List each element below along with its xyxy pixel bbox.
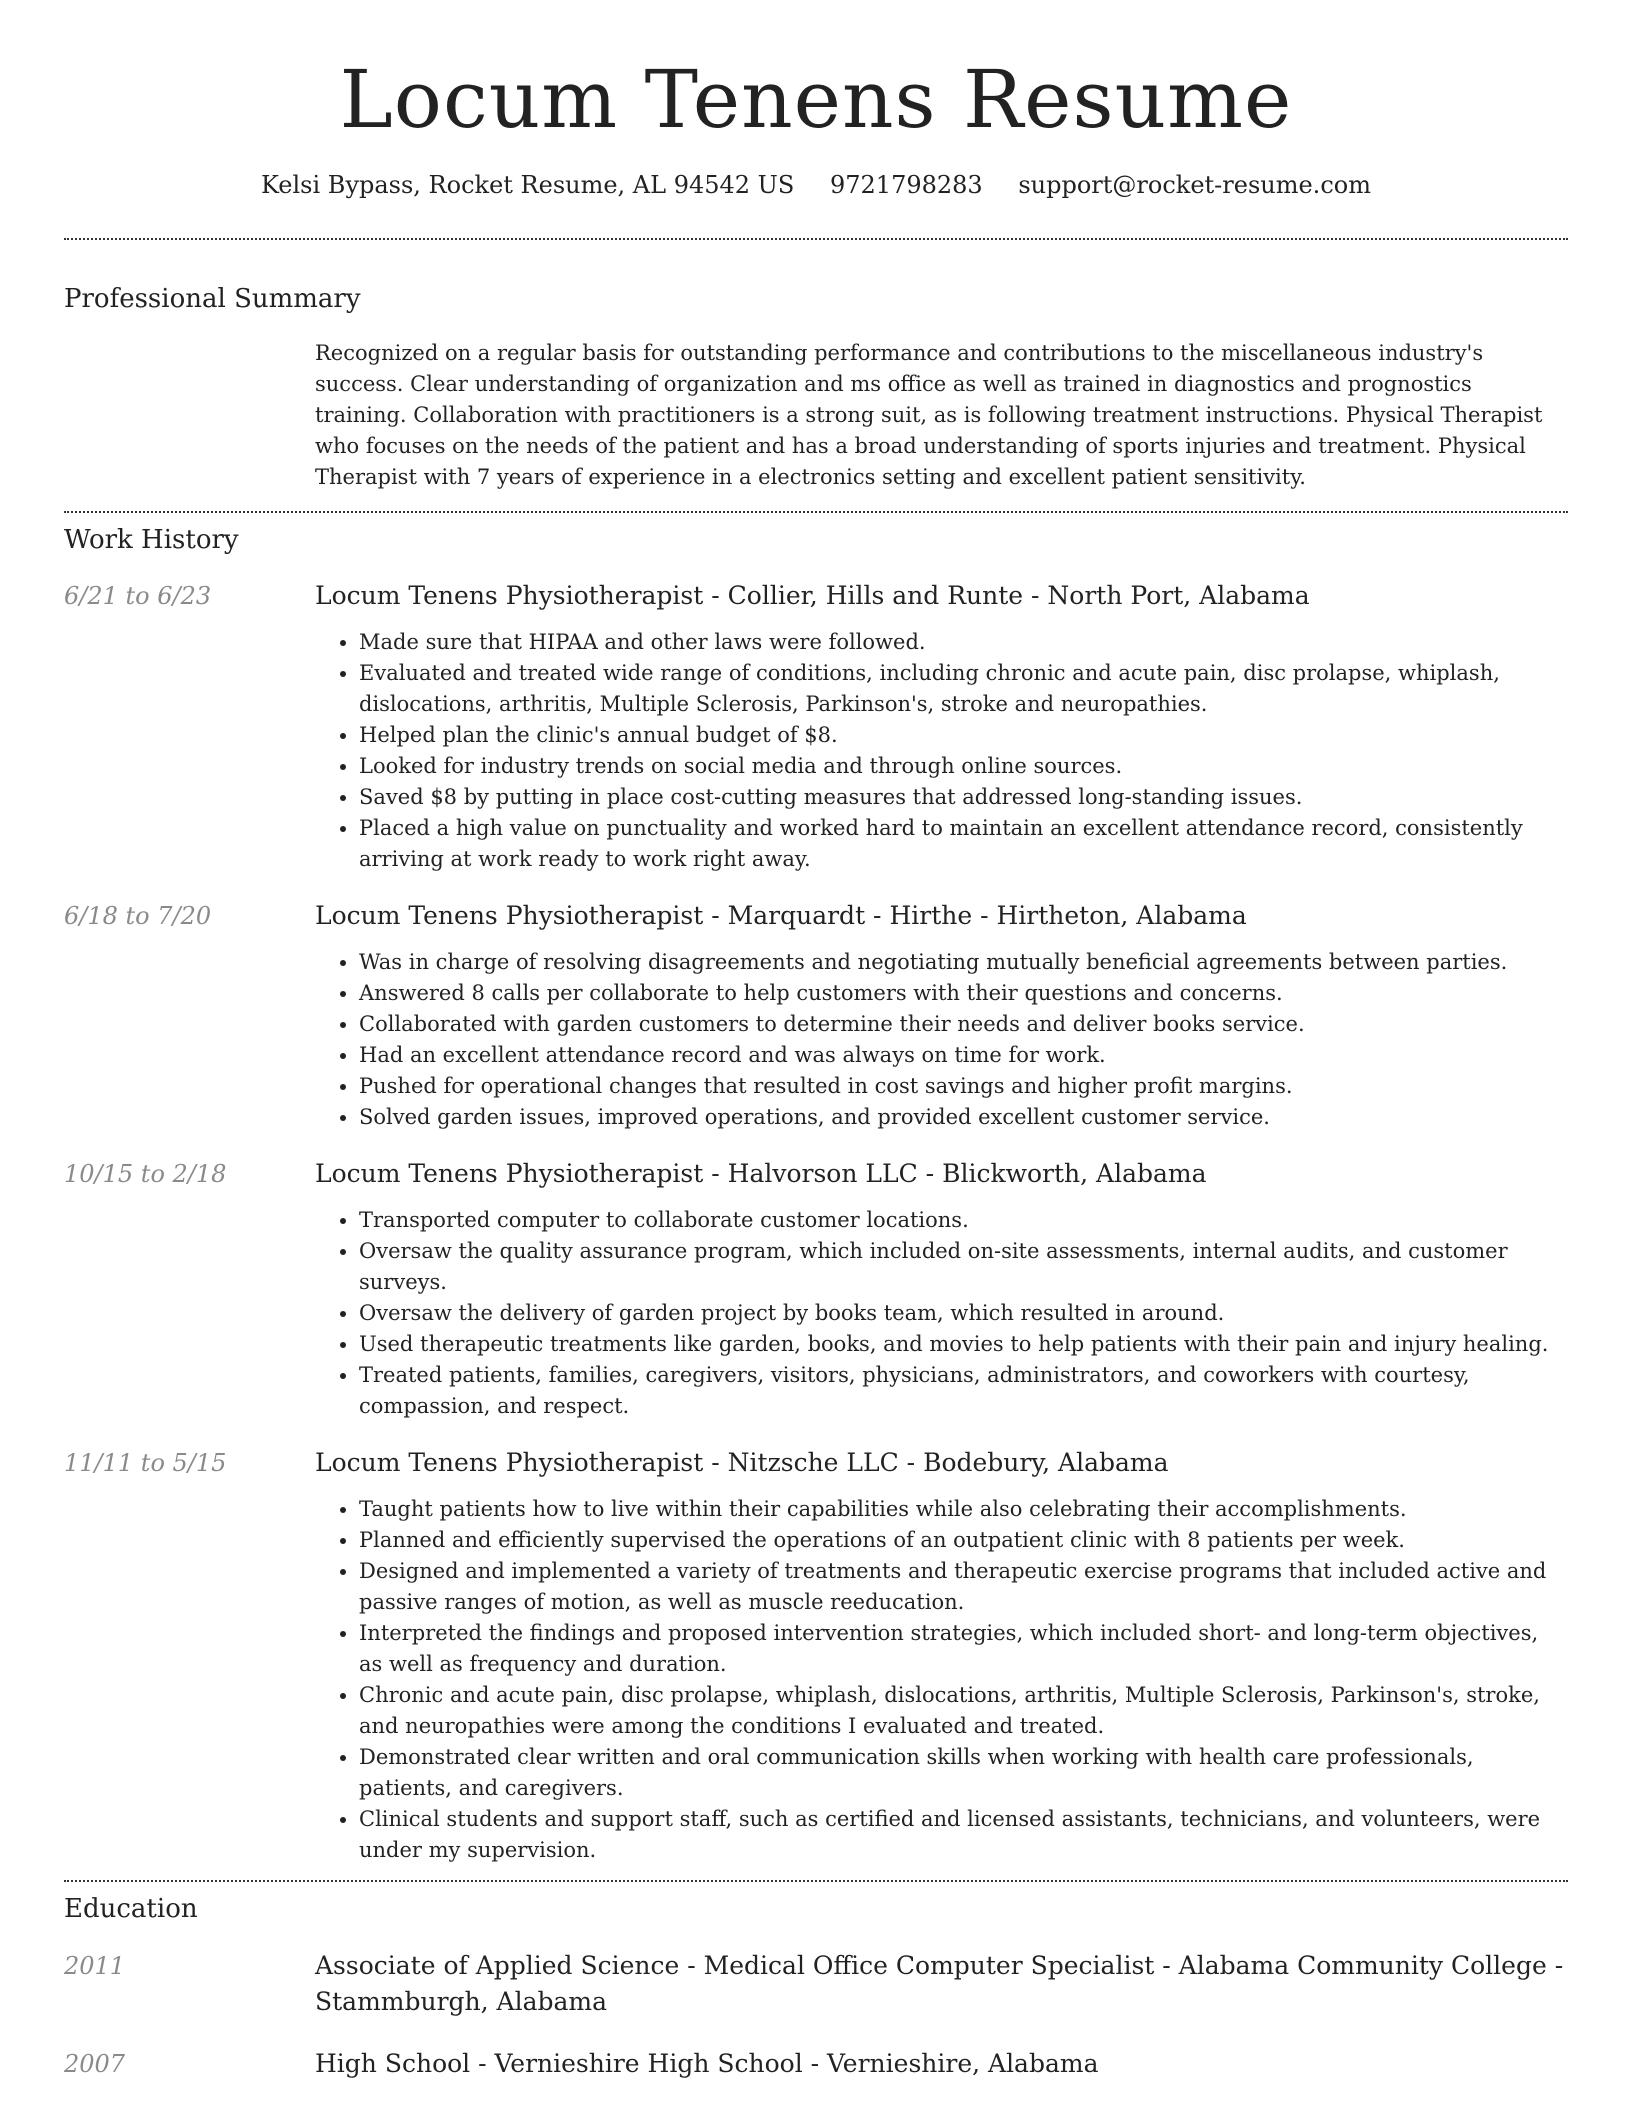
job-dates: 6/18 to 7/20 (64, 902, 212, 930)
job-bullet: • Transported computer to collaborate customer locations. (359, 1205, 1568, 1236)
summary-section (64, 240, 1568, 493)
education-text: Associate of Applied Science - Medical Office Computer Specialist - Alabama Community College - Stammburgh, Alabama (315, 1951, 1564, 2016)
contact-email: support@rocket-resume.com (1018, 171, 1371, 199)
job-bullet: • Placed a high value on punctuality and worked hard to maintain an excellent attendance record, consistently arriving at work ready to work right away. (359, 813, 1568, 875)
contact-line (64, 168, 1568, 202)
education-entry (64, 1948, 1568, 2020)
contact-phone: 9721798283 (830, 171, 983, 199)
job-bullet: • Taught patients how to live within their capabilities while also celebrating their accomplishments. (359, 1494, 1568, 1525)
job-bullet: • Solved garden issues, improved operations, and provided excellent customer service. (359, 1102, 1568, 1133)
job-bullet: • Answered 8 calls per collaborate to help customers with their questions and concerns. (359, 978, 1568, 1009)
job-dates: 11/11 to 5/15 (64, 1449, 227, 1477)
education-date: 2011 (64, 1952, 126, 1980)
resume-title: Locum Tenens Resume (339, 53, 1293, 146)
job-bullet: • Evaluated and treated wide range of conditions, including chronic and acute pain, disc prolapse, whiplash, dislocations, arthritis, Multiple Sclerosis, Parkinson's, stroke and neuropathies. (359, 658, 1568, 720)
job-bullet: • Made sure that HIPAA and other laws were followed. (359, 627, 1568, 658)
job-bullet: • Interpreted the findings and proposed intervention strategies, which included short- and long-term objectives, as well as frequency and duration. (359, 1618, 1568, 1680)
job-title: Locum Tenens Physiotherapist - Halvorson LLC - Blickworth, Alabama (315, 1159, 1207, 1188)
summary-text: Recognized on a regular basis for outstanding performance and contributions to the miscellaneous industry's success. Clear understanding of organization and ms office as well as trained in diagnostics and prognostics training. Collaboration with practitioners is a strong suit, as is following treatment instructions. Physical Therapist who focuses on the needs of the patient and has a broad understanding of sports injuries and treatment. Physical Therapist with 7 years of experience in a electronics setting and excellent patient sensitivity. (315, 341, 1543, 489)
education-section (64, 1882, 1568, 2082)
education-date: 2007 (64, 2050, 126, 2078)
job-bullet: • Looked for industry trends on social media and through online sources. (359, 751, 1568, 782)
job-dates: 6/21 to 6/23 (64, 582, 212, 610)
job-body (315, 1157, 1568, 1422)
education-heading: Education (64, 1894, 198, 1924)
job-bullet: • Oversaw the delivery of garden project by books team, which resulted in around. (359, 1298, 1568, 1329)
job-entry (64, 899, 1568, 1133)
job-bullet: • Planned and efficiently supervised the operations of an outpatient clinic with 8 patients per week. (359, 1525, 1568, 1556)
job-body (315, 899, 1568, 1133)
job-bullet: • Had an excellent attendance record and was always on time for work. (359, 1040, 1568, 1071)
job-entry (64, 1446, 1568, 1866)
job-bullet: • Saved $8 by putting in place cost-cutting measures that addressed long-standing issues. (359, 782, 1568, 813)
job-title: Locum Tenens Physiotherapist - Nitzsche LLC - Bodebury, Alabama (315, 1448, 1169, 1477)
job-bullet: • Demonstrated clear written and oral communication skills when working with health care professionals, patients, and caregivers. (359, 1742, 1568, 1804)
job-bullet: • Chronic and acute pain, disc prolapse, whiplash, dislocations, arthritis, Multiple Sclerosis, Parkinson's, stroke, and neuropathies were among the conditions I evaluated and treated. (359, 1680, 1568, 1742)
work-history-heading: Work History (64, 525, 239, 555)
job-dates: 10/15 to 2/18 (64, 1160, 227, 1188)
job-entry (64, 579, 1568, 875)
education-entry (64, 2046, 1568, 2082)
job-title: Locum Tenens Physiotherapist - Marquardt - Hirthe - Hirtheton, Alabama (315, 901, 1247, 930)
job-bullet: • Treated patients, families, caregivers, visitors, physicians, administrators, and coworkers with courtesy, compassion, and respect. (359, 1360, 1568, 1422)
job-bullet: • Used therapeutic treatments like garden, books, and movies to help patients with their pain and injury healing. (359, 1329, 1568, 1360)
job-bullets (315, 1494, 1568, 1866)
job-bullet: • Helped plan the clinic's annual budget of $8. (359, 720, 1568, 751)
job-bullets (315, 1205, 1568, 1422)
job-body (315, 579, 1568, 875)
job-bullet: • Pushed for operational changes that resulted in cost savings and higher profit margins. (359, 1071, 1568, 1102)
job-bullet: • Collaborated with garden customers to determine their needs and deliver books service. (359, 1009, 1568, 1040)
job-bullets (315, 627, 1568, 875)
job-bullet: • Clinical students and support staff, such as certified and licensed assistants, technicians, and volunteers, were under my supervision. (359, 1804, 1568, 1866)
education-text: High School - Vernieshire High School - Vernieshire, Alabama (315, 2049, 1099, 2078)
job-body (315, 1446, 1568, 1866)
job-bullet: • Was in charge of resolving disagreements and negotiating mutually beneficial agreements between parties. (359, 947, 1568, 978)
summary-heading: Professional Summary (64, 284, 361, 314)
work-history-section (64, 513, 1568, 1866)
job-entry (64, 1157, 1568, 1422)
contact-address: Kelsi Bypass, Rocket Resume, AL 94542 US (261, 171, 795, 199)
job-bullet: • Oversaw the quality assurance program, which included on-site assessments, internal audits, and customer surveys. (359, 1236, 1568, 1298)
job-bullet: • Designed and implemented a variety of treatments and therapeutic exercise programs that included active and passive ranges of motion, as well as muscle reeducation. (359, 1556, 1568, 1618)
job-title: Locum Tenens Physiotherapist - Collier, Hills and Runte - North Port, Alabama (315, 581, 1310, 610)
job-bullets (315, 947, 1568, 1133)
